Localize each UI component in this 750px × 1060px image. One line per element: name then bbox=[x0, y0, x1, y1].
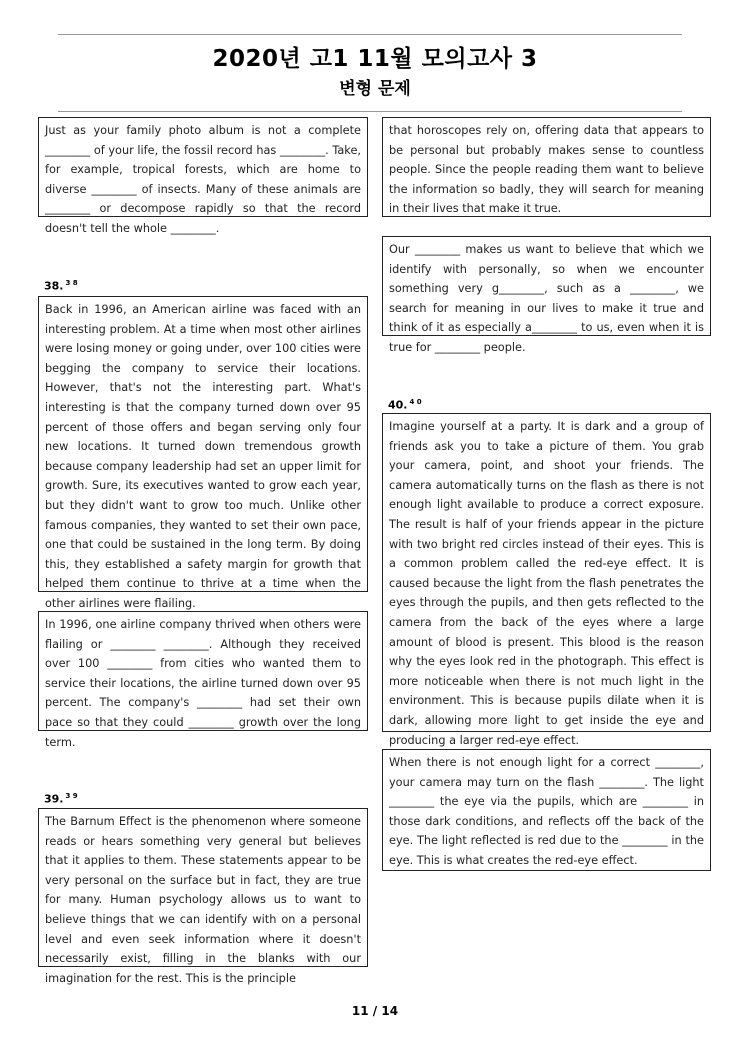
q39-passage-text: The Barnum Effect is the phenomenon where someone reads or hears something very general but believes that it applies to them. These statements appear to be very personal on the surface but in fact, they are true for many. Human psychology allows us to want to believe things that we can identify with on a personal level and even seek information where it doesn't necessarily exist, filling in the blanks with our imagination for the rest. This is the principle bbox=[45, 815, 361, 985]
q38-passage-text: Back in 1996, an American airline was faced with an interesting problem. At a time when most other airlines were losing money or going under, over 100 cities were begging the company to service their locations. However, that's not the interesting part. What's interesting is that the company turned down over 95 percent of those offers and began serving only four new locations. It turned down tremendous growth because company leadership had set an upper limit for growth. Sure, its executives wanted to grow each year, but they didn't want to grow too much. Unlike other famous companies, they wanted to set their own pace, one that could be sustained in the long term. By doing this, they established a safety margin for growth that helped them continue to thrive at a time when the other airlines were flailing. bbox=[45, 303, 361, 610]
header-rule bbox=[58, 111, 682, 112]
q40-summary-text: When there is not enough light for a correct ________, your camera may turn on the flash ________. The light ________ the eye via the pupils, which are ________ in those dark conditions, and reflects off the back of the eye. The light reflected is red due to the ________ in the eye. This is what creates the red-eye effect. bbox=[389, 756, 704, 867]
q39-summary-box bbox=[382, 236, 711, 354]
q39-continued-box bbox=[382, 117, 711, 217]
page-title: 2020년 고1 11월 모의고사 3 bbox=[212, 46, 538, 72]
question-38-number bbox=[44, 279, 78, 293]
top-rule bbox=[58, 34, 682, 35]
q39-summary-text: Our ________ makes us want to believe that which we identify with personally, so when we encounter something very g________, such as a ________, we search for meaning in our lives to make it true and think of it as especially a________ to us, even when it is true for ________ people. bbox=[389, 243, 704, 354]
question-39-label: 39. bbox=[44, 792, 64, 806]
question-40-number bbox=[388, 398, 422, 412]
q37-summary-text: Just as your family photo album is not a complete ________ of your life, the fossil record has ________. Take, for example, tropical forests, which are home to diverse ________ of insects. Many of these animals are ________ or decompose rapidly so that the record doesn't tell the whole ________. bbox=[45, 124, 361, 235]
q38-passage-box bbox=[38, 296, 368, 610]
q39-passage-box bbox=[38, 808, 368, 985]
page-number: 11 / 14 bbox=[351, 1004, 399, 1018]
q39-continued-text: that horoscopes rely on, offering data that appears to be personal but probably makes sense to countless people. Since the people reading them want to believe the information so badly, they will search for meaning in their lives that make it true. bbox=[389, 124, 704, 216]
q38-summary-text: In 1996, one airline company thrived when others were flailing or ________ ________. Although they received over 100 ________ from cities who wanted them to service their locations, the airline turned down over 95 percent. The company's ________ had set their own pace so that they could ________ growth over the long term. bbox=[45, 618, 361, 749]
question-40-label: 40. bbox=[388, 398, 408, 412]
page-subtitle: 변형 문제 bbox=[339, 79, 411, 99]
q40-passage-box bbox=[382, 413, 711, 747]
q40-summary-box bbox=[382, 749, 711, 871]
question-39-number bbox=[44, 792, 78, 806]
question-38-label: 38. bbox=[44, 279, 64, 293]
question-40-sup: 4 0 bbox=[409, 398, 422, 406]
question-38-sup: 3 8 bbox=[65, 279, 78, 287]
q37-summary-box bbox=[38, 117, 368, 235]
question-39-sup: 3 9 bbox=[65, 792, 78, 800]
q38-summary-box bbox=[38, 611, 368, 749]
q40-passage-text: Imagine yourself at a party. It is dark and a group of friends ask you to take a picture of them. You grab your camera, point, and shoot your friends. The camera automatically turns on the flash as there is not enough light available to produce a correct exposure. The result is half of your friends appear in the picture with two bright red circles instead of their eyes. This is a common problem called the red-eye effect. It is caused because the light from the flash penetrates the eyes through the pupils, and then gets reflected to the camera from the back of the eyes where a large amount of blood is present. This blood is the reason why the eyes look red in the photograph. This effect is more noticeable when there is not much light in the environment. This is because pupils dilate when it is dark, allowing more light to get inside the eye and producing a larger red-eye effect. bbox=[389, 420, 704, 747]
